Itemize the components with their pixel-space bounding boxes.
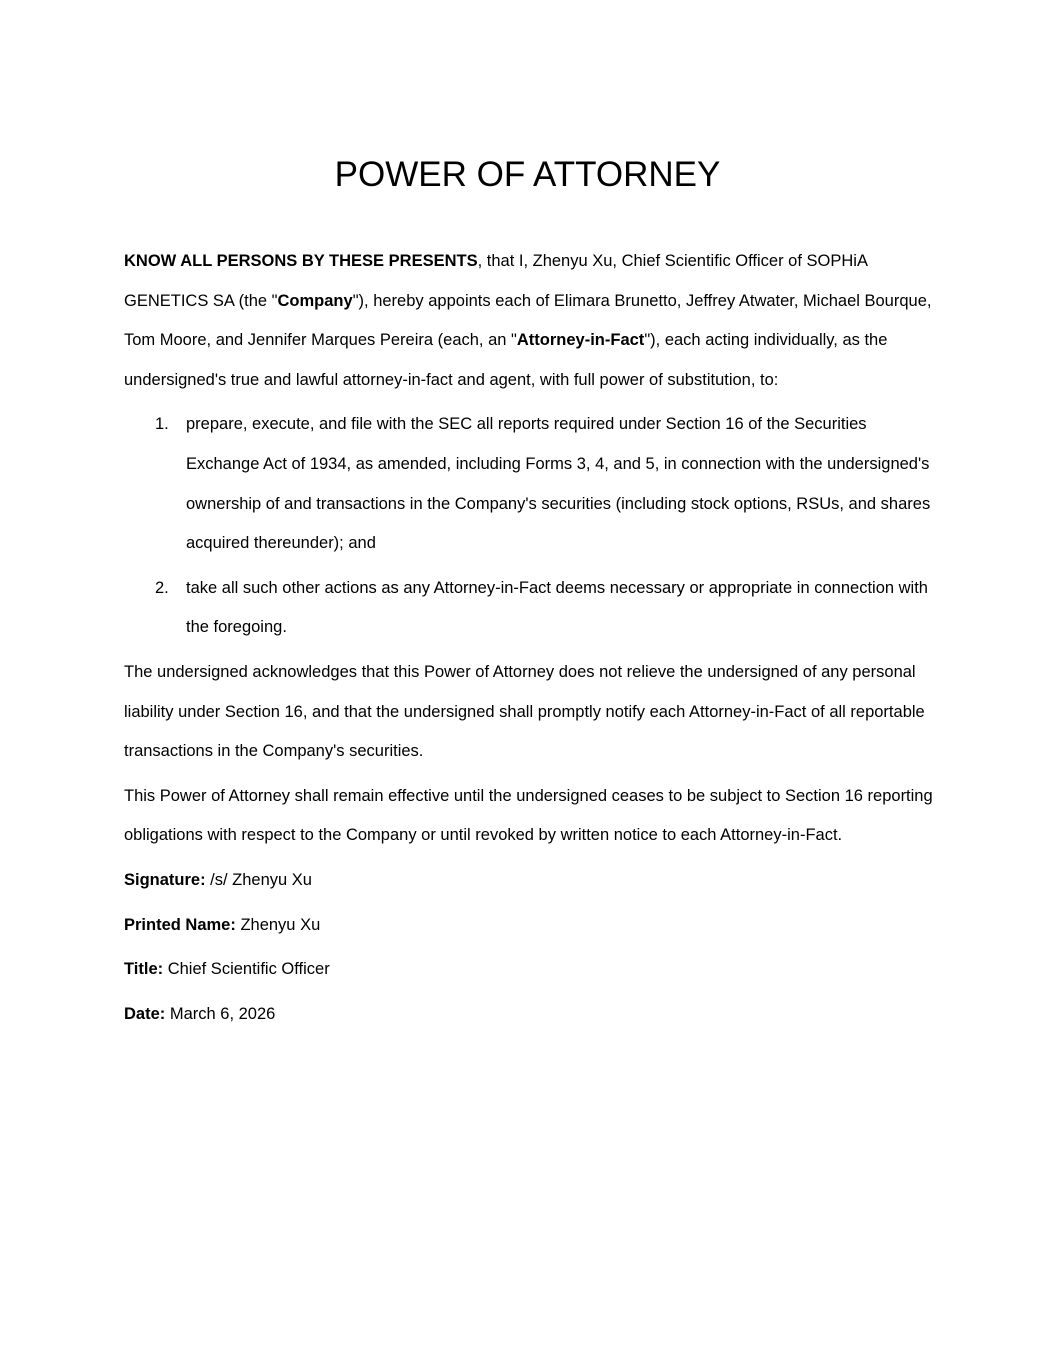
signature-label: Signature: [124,870,206,889]
intro-text-2: "), hereby appoints each of Elimara Brunetto, Jeffrey Atwater, Michael Bourque, Tom Moore, and Jennifer Marques Pereira (each, an " [124,291,932,350]
list-item-text: take all such other actions as any Attorney-in-Fact deems necessary or appropriate in connection with the foregoing. [186,578,928,637]
list-item-number: 1. [155,415,169,434]
signature-value: /s/ Zhenyu Xu [205,870,312,889]
date-label: Date: [124,1004,166,1023]
effectiveness-paragraph: This Power of Attorney shall remain effective until the undersigned ceases to be subject to Section 16 reporting obligations with respect to the Company or until revoked by written notice to each Attorney-in-Fact. [124,786,933,845]
intro-text-3: "), each acting individually, as the undersigned's true and lawful attorney-in-fact and agent, with full power of substitution, to: [124,331,888,389]
printed-name-line [124,906,939,946]
intro-text-1: , that I, Zhenyu Xu, Chief Scientific Officer of SOPHiA GENETICS SA (the " [124,252,868,310]
list-item-number: 2. [155,578,169,597]
printed-name-value: Zhenyu Xu [235,915,321,934]
document-title: POWER OF ATTORNEY [334,155,721,194]
document-body [124,242,939,1039]
intro-lead: KNOW ALL PERSONS BY THESE PRESENTS [124,252,478,270]
printed-name-label: Printed Name: [124,915,236,934]
list-item [124,569,939,648]
company-term: Company [277,291,353,310]
date-line [124,995,939,1035]
list-item-text: prepare, execute, and file with the SEC all reports required under Section 16 of the Securities Exchange Act of 1934, as amended, including Forms 3, 4, and 5, in connection with the undersigned's ownership of and transactions in the Company's securities (including stock options, RSUs, and shares acquired thereunder); and [186,415,931,553]
signature-line [124,861,939,901]
list-item [124,405,939,563]
title-value: Chief Scientific Officer [163,960,330,979]
date-value: March 6, 2026 [165,1004,276,1023]
powers-list [124,405,939,648]
title-line [124,950,939,990]
acknowledgement-paragraph: The undersigned acknowledges that this Power of Attorney does not relieve the undersigned of any personal liability under Section 16, and that the undersigned shall promptly notify each Attorney-in-Fact of all reportable transactions in the Company's securities. [124,662,925,761]
intro-paragraph [124,242,939,400]
title-label: Title: [124,960,164,979]
attorney-in-fact-term: Attorney-in-Fact [516,331,645,350]
